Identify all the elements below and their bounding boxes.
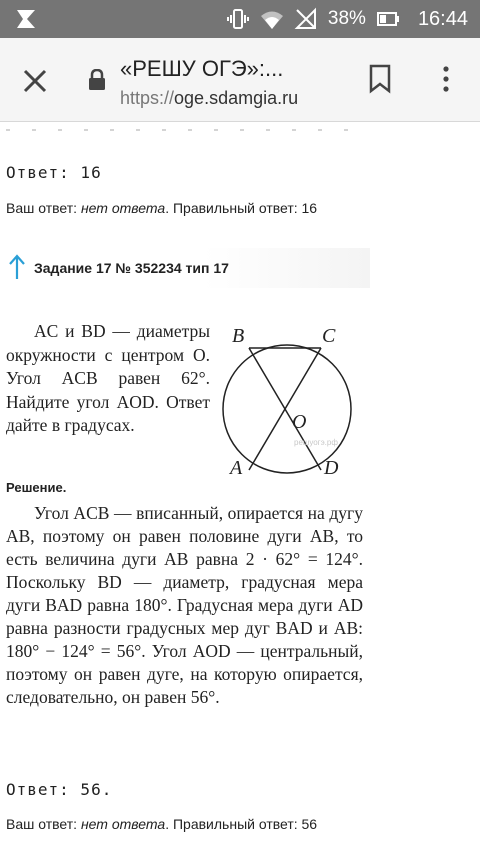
label-b: B xyxy=(232,325,245,347)
label-d: D xyxy=(324,457,339,478)
cropped-previous-line xyxy=(6,122,366,136)
url-field[interactable] xyxy=(120,88,298,109)
label-c: C xyxy=(322,325,336,347)
solution-title: Решение. xyxy=(6,480,67,495)
up-arrow-icon[interactable] xyxy=(8,254,26,280)
url-scheme: https:// xyxy=(120,88,175,108)
more-vert-icon[interactable] xyxy=(440,64,452,94)
signal-arrow-icon xyxy=(14,8,38,30)
status-bar xyxy=(0,0,480,38)
wifi-icon xyxy=(260,7,284,31)
battery-percent: 38% xyxy=(327,8,366,29)
close-icon[interactable] xyxy=(20,66,50,96)
page-title[interactable]: «РЕШУ ОГЭ»:... xyxy=(120,56,284,81)
problem-text: AC и BD — диаметры окружности с центром O. Угол ACB равен 62°. Найдите угол AOD. Ответ дайте в градусах. xyxy=(6,321,210,435)
url-host: oge.sdamgia.ru xyxy=(174,88,299,108)
browser-toolbar xyxy=(0,38,480,122)
task-header xyxy=(0,248,370,288)
clock: 16:44 xyxy=(417,7,468,30)
label-a: A xyxy=(230,457,243,478)
watermark: решуогэ.рф xyxy=(294,438,338,447)
label-o: O xyxy=(292,411,307,433)
previous-answer: Ответ: 16 xyxy=(6,163,102,182)
task-label: Задание 17 № 352234 тип 17 xyxy=(34,260,229,276)
vibrate-icon xyxy=(226,7,250,31)
task-your-answer: Ваш ответ: нет ответа. Правильный ответ: 56 xyxy=(6,816,318,832)
solution-text: Угол ACB — вписанный, опирается на дугу AB, поэтому он равен половине дуги AB, то есть величина дуги AB равна 2 · 62° = 124°. Поскольку BD — диаметр, градусная мера дуги BAD равна 180°. Градусная мера дуги AD равна разности градусных мер дуг BAD и AB: 180° − 124° = 56°. Угол AOD — центральный, поэтому он равен дуге, на которую опирается, следовательно, он равен 56°. xyxy=(6,503,363,707)
task-answer: Ответ: 56. xyxy=(6,780,113,799)
lock-icon[interactable] xyxy=(88,69,106,91)
page-content xyxy=(0,122,480,854)
previous-your-answer: Ваш ответ: нет ответа. Правильный ответ: 16 xyxy=(6,200,318,216)
no-signal-icon xyxy=(294,7,318,31)
battery-icon xyxy=(376,7,400,31)
circle-diagram xyxy=(212,320,370,478)
bookmark-icon[interactable] xyxy=(368,64,392,94)
